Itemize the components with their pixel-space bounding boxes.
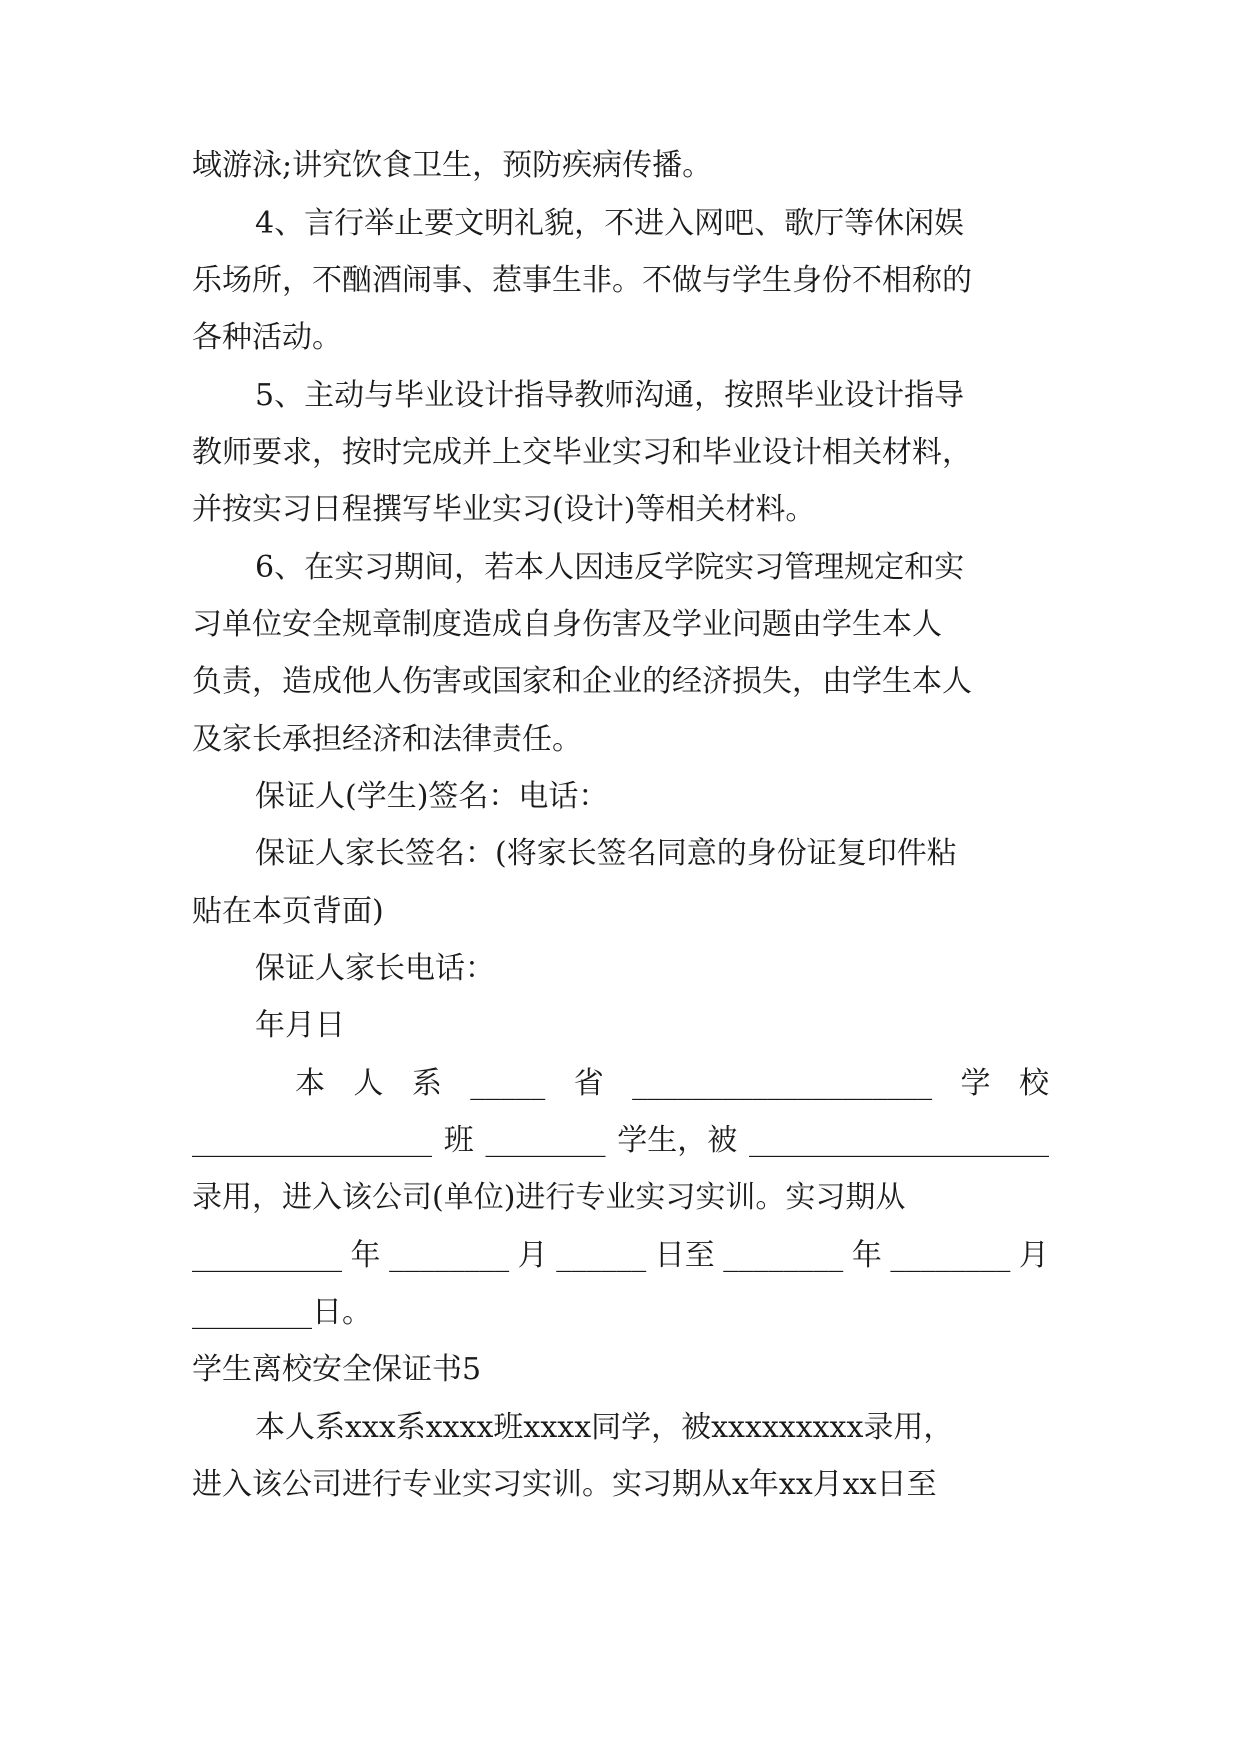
signature-line: 保证人(学生)签名：电话： xyxy=(255,779,609,814)
form-line: 录用，进入该公司(单位)进行专业实习实训。实习期从 xyxy=(192,1180,906,1215)
section-title: 学生离校安全保证书5 xyxy=(192,1352,482,1387)
form-text: 学生，被 xyxy=(617,1123,738,1158)
paragraph-line: 并按实习日程撰写毕业实习(设计)等相关材料。 xyxy=(192,492,816,527)
form-text: 月 xyxy=(1018,1238,1049,1273)
date-line: 年月日 xyxy=(255,1008,345,1043)
signature-line: 保证人家长签名：(将家长签名同意的身份证复印件粘 xyxy=(255,836,957,871)
form-blank: ____________________ xyxy=(632,1066,933,1101)
paragraph-line: 习单位安全规章制度造成自身伤害及学业问题由学生本人 xyxy=(192,607,942,642)
form-blank: ________ xyxy=(890,1238,1011,1273)
phone-line: 保证人家长电话： xyxy=(255,951,495,986)
signature-line: 贴在本页背面) xyxy=(192,894,384,929)
form-blank: _____ xyxy=(470,1066,546,1101)
form-blank: __________ xyxy=(192,1238,342,1273)
paragraph-line: 进入该公司进行专业实习实训。实习期从x年xx月xx日至 xyxy=(192,1467,937,1502)
form-blank: ________ xyxy=(723,1238,844,1273)
form-text: 人 xyxy=(353,1066,384,1101)
form-blank: ________________ xyxy=(192,1123,432,1158)
paragraph-line: 4、言行举止要文明礼貌，不进入网吧、歌厅等休闲娱 xyxy=(255,206,965,241)
form-text: 年 xyxy=(350,1238,381,1273)
form-line xyxy=(192,1236,1049,1276)
form-line: ________日。 xyxy=(192,1295,372,1330)
form-blank: ____________________ xyxy=(749,1123,1049,1158)
paragraph-line: 负责，造成他人伤害或国家和企业的经济损失，由学生本人 xyxy=(192,664,972,699)
form-blank: ________ xyxy=(485,1123,606,1158)
paragraph-line: 及家长承担经济和法律责任。 xyxy=(192,722,582,757)
form-blank: ______ xyxy=(556,1238,647,1273)
form-text: 本 xyxy=(295,1066,325,1101)
paragraph-line: 域游泳;讲究饮食卫生，预防疾病传播。 xyxy=(192,148,713,183)
form-text: 月 xyxy=(517,1238,548,1273)
form-text: 学 xyxy=(960,1066,991,1101)
paragraph-line: 5、主动与毕业设计指导教师沟通，按照毕业设计指导 xyxy=(255,378,965,413)
paragraph-line: 教师要求，按时完成并上交毕业实习和毕业设计相关材料， xyxy=(192,435,972,470)
form-text: 省 xyxy=(573,1066,604,1101)
form-text: 校 xyxy=(1018,1066,1049,1101)
paragraph-line: 6、在实习期间，若本人因违反学院实习管理规定和实 xyxy=(255,550,965,585)
form-text: 班 xyxy=(443,1123,474,1158)
paragraph-line: 各种活动。 xyxy=(192,320,342,355)
paragraph-line: 本人系xxx系xxxx班xxxx同学，被xxxxxxxxx录用， xyxy=(255,1410,954,1445)
form-text: 日至 xyxy=(654,1238,715,1273)
form-text: 年 xyxy=(851,1238,882,1273)
form-line xyxy=(192,1121,1049,1161)
form-line xyxy=(295,1064,1049,1104)
form-blank: ________ xyxy=(389,1238,510,1273)
paragraph-line: 乐场所，不酗酒闹事、惹事生非。不做与学生身份不相称的 xyxy=(192,263,972,298)
form-text: 系 xyxy=(411,1066,442,1101)
